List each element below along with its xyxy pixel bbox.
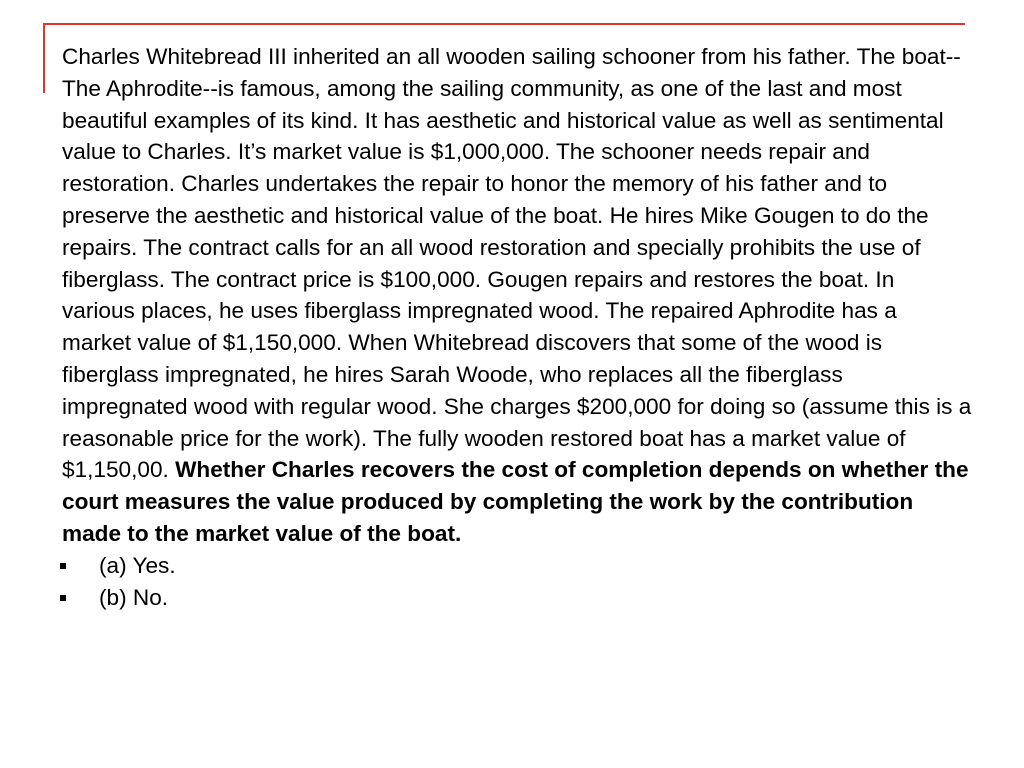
answer-option-b: [62, 582, 972, 614]
question-paragraph: [62, 41, 972, 550]
left-accent-rule: [43, 23, 45, 93]
answer-option-label: (a) Yes.: [99, 552, 176, 578]
answer-option-label: (b) No.: [99, 584, 169, 610]
slide-body: [62, 41, 972, 613]
square-bullet-icon: [60, 595, 66, 601]
answer-option-a: [62, 550, 972, 582]
answer-options: [62, 550, 972, 614]
square-bullet-icon: [60, 563, 66, 569]
question-text: Charles Whitebread III inherited an all wooden sailing schooner from his father. The boat--The Aphrodite--is famous, among the sailing community, as one of the last and most beautiful examples of its kind. It has aesthetic and historical value as well as sentimental value to Charles. It’s market value is $1,000,000. The schooner needs repair and restoration. Charles undertakes the repair to honor the memory of his father and to preserve the aesthetic and historical value of the boat. He hires Mike Gougen to do the repairs. The contract calls for an all wood restoration and specially prohibits the use of fiberglass. The contract price is $100,000. Gougen repairs and restores the boat. In various places, he uses fiberglass impregnated wood. The repaired Aphrodite has a market value of $1,150,000. When Whitebread discovers that some of the wood is fiberglass impregnated, he hires Sarah Woode, who replaces all the fiberglass impregnated wood with regular wood. She charges $200,000 for doing so (assume this is a reasonable price for the work). The fully wooden restored boat has a market value of $1,150,00.: [62, 44, 972, 483]
top-accent-rule: [43, 23, 965, 25]
question-emphasis: Whether Charles recovers the cost of completion depends on whether the court measures the value produced by completing the work by the contribution made to the market value of the boat.: [62, 457, 969, 546]
